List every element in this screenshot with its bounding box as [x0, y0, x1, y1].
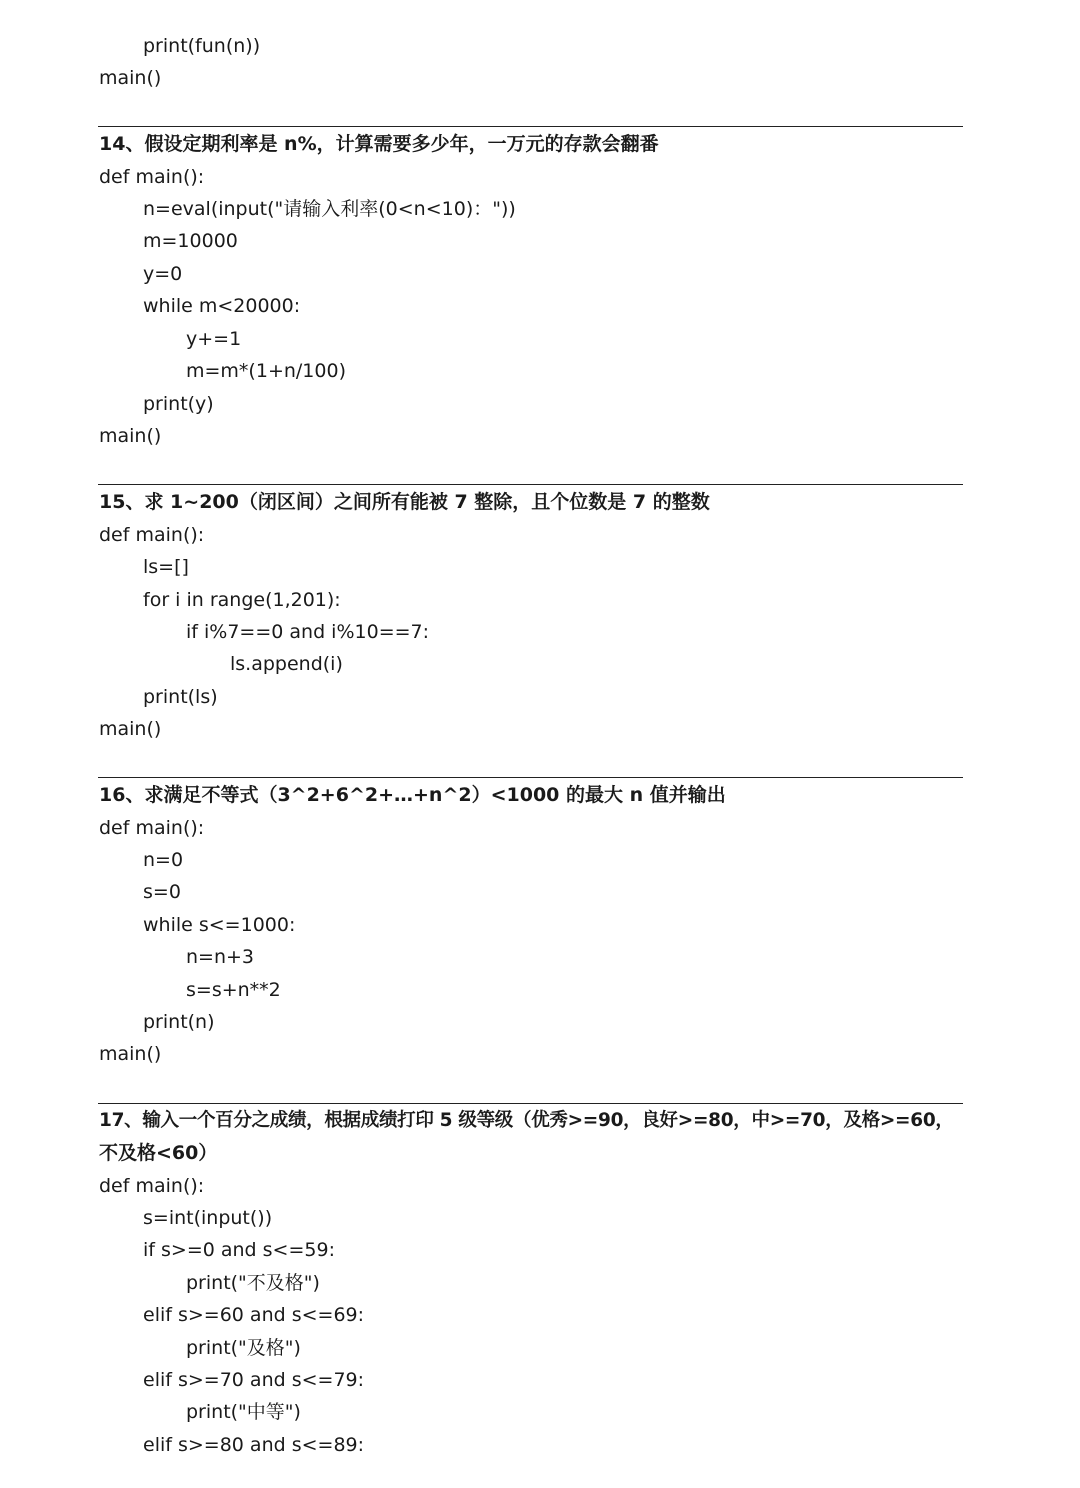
code-line: m=m*(1+n/100) — [186, 360, 346, 382]
code-line: ls.append(i) — [230, 653, 343, 675]
code-line: def main(): — [99, 166, 205, 188]
code-line: y+=1 — [186, 328, 242, 350]
code-line: s=int(input()) — [143, 1207, 273, 1229]
code-line: s=0 — [143, 881, 181, 903]
question-title: 17、输入一个百分之成绩，根据成绩打印 5 级等级（优秀>=90，良好>=80，中>=70，及格>=60， — [99, 1110, 954, 1131]
code-line: main() — [99, 425, 162, 447]
code-line: if s>=0 and s<=59: — [143, 1239, 335, 1261]
question-title: 不及格<60） — [99, 1142, 218, 1164]
code-line: main() — [99, 67, 162, 89]
divider — [98, 484, 963, 485]
code-line: y=0 — [143, 263, 183, 285]
question-title: 14、假设定期利率是 n%，计算需要多少年，一万元的存款会翻番 — [99, 133, 659, 155]
code-line: print("及格") — [186, 1337, 301, 1359]
code-line: while s<=1000: — [143, 914, 296, 936]
divider — [98, 777, 963, 778]
code-line: print(ls) — [143, 686, 218, 708]
code-line: for i in range(1,201): — [143, 589, 341, 611]
code-line: print(y) — [143, 393, 214, 415]
code-line: print("不及格") — [186, 1272, 320, 1294]
code-line: print(n) — [143, 1011, 215, 1033]
code-line: n=n+3 — [186, 946, 255, 968]
code-line: main() — [99, 1043, 162, 1065]
code-line: print("中等") — [186, 1401, 301, 1423]
code-line: print(fun(n)) — [143, 35, 261, 57]
code-line: elif s>=80 and s<=89: — [143, 1434, 365, 1456]
code-line: elif s>=60 and s<=69: — [143, 1304, 365, 1326]
code-line: ls=[] — [143, 556, 189, 578]
code-line: while m<20000: — [143, 295, 301, 317]
code-line: m=10000 — [143, 230, 238, 252]
question-title: 16、求满足不等式（3^2+6^2+…+n^2）<1000 的最大 n 值并输出 — [99, 784, 726, 806]
code-line: def main(): — [99, 524, 205, 546]
code-line: def main(): — [99, 1175, 205, 1197]
code-line: main() — [99, 718, 162, 740]
code-line: n=0 — [143, 849, 184, 871]
code-line: def main(): — [99, 817, 205, 839]
divider — [98, 1103, 963, 1104]
code-line: elif s>=70 and s<=79: — [143, 1369, 365, 1391]
code-line: n=eval(input("请输入利率(0<n<10)：")) — [143, 198, 516, 220]
divider — [98, 126, 963, 127]
code-line: if i%7==0 and i%10==7: — [186, 621, 430, 643]
question-title: 15、求 1~200（闭区间）之间所有能被 7 整除，且个位数是 7 的整数 — [99, 491, 710, 513]
code-line: s=s+n**2 — [186, 979, 281, 1001]
